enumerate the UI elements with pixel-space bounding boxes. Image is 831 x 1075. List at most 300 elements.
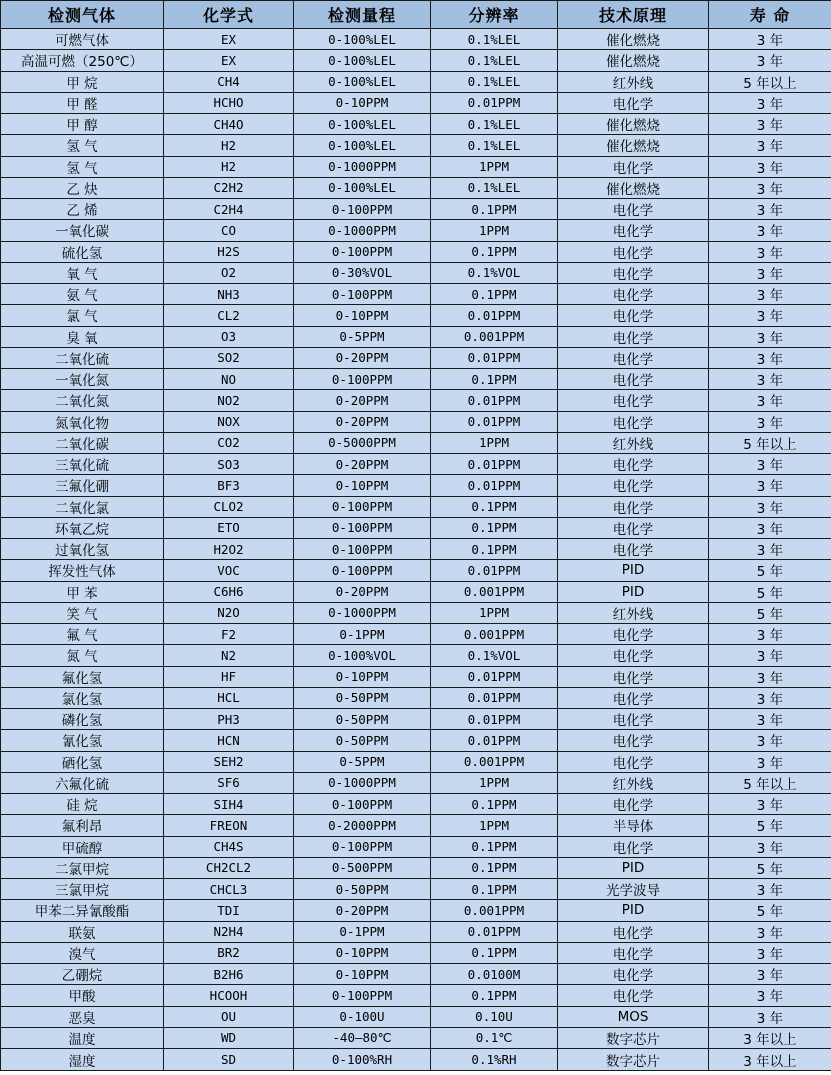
cell-life: 3 年 — [709, 454, 831, 475]
cell-resolution: 0.01PPM — [431, 475, 558, 496]
cell-range: 0-30%VOL — [294, 262, 431, 283]
cell-formula: WD — [164, 1027, 294, 1048]
cell-gas: 三氟化硼 — [1, 475, 164, 496]
cell-formula: H2 — [164, 135, 294, 156]
cell-resolution: 0.1PPM — [431, 369, 558, 390]
cell-gas: 硅 烷 — [1, 794, 164, 815]
cell-life: 3 年 — [709, 220, 831, 241]
table-row — [1, 687, 831, 708]
cell-principle: 电化学 — [558, 156, 709, 177]
cell-principle: 半导体 — [558, 815, 709, 836]
cell-resolution: 0.1PPM — [431, 879, 558, 900]
cell-principle: 电化学 — [558, 454, 709, 475]
cell-range: 0-100U — [294, 1006, 431, 1027]
cell-range: 0-100PPM — [294, 539, 431, 560]
cell-principle: 红外线 — [558, 602, 709, 623]
cell-resolution: 0.1℃ — [431, 1027, 558, 1048]
table-row — [1, 942, 831, 963]
cell-gas: 三氯甲烷 — [1, 879, 164, 900]
cell-gas: 联氨 — [1, 921, 164, 942]
table-row — [1, 241, 831, 262]
table-row — [1, 794, 831, 815]
cell-resolution: 1PPM — [431, 432, 558, 453]
cell-formula: OU — [164, 1006, 294, 1027]
cell-principle: 催化燃烧 — [558, 135, 709, 156]
cell-resolution: 0.1PPM — [431, 199, 558, 220]
cell-formula: H2O2 — [164, 539, 294, 560]
cell-life: 3 年 — [709, 879, 831, 900]
cell-resolution: 1PPM — [431, 156, 558, 177]
cell-range: 0-10PPM — [294, 305, 431, 326]
cell-range: 0-1000PPM — [294, 602, 431, 623]
cell-resolution: 0.001PPM — [431, 751, 558, 772]
cell-gas: 高温可燃（250℃） — [1, 50, 164, 71]
cell-resolution: 0.1PPM — [431, 539, 558, 560]
cell-formula: NOX — [164, 411, 294, 432]
cell-formula: CH2CL2 — [164, 857, 294, 878]
cell-gas: 二氧化碳 — [1, 432, 164, 453]
cell-life: 3 年 — [709, 921, 831, 942]
table-row — [1, 772, 831, 793]
cell-range: 0-100%LEL — [294, 50, 431, 71]
cell-range: 0-5000PPM — [294, 432, 431, 453]
cell-life: 3 年 — [709, 794, 831, 815]
cell-gas: 硒化氢 — [1, 751, 164, 772]
cell-range: 0-100PPM — [294, 369, 431, 390]
table-row — [1, 390, 831, 411]
cell-formula: CH4 — [164, 71, 294, 92]
cell-resolution: 0.01PPM — [431, 921, 558, 942]
cell-formula: VOC — [164, 560, 294, 581]
table-row — [1, 50, 831, 71]
table-row — [1, 900, 831, 921]
cell-range: 0-20PPM — [294, 347, 431, 368]
cell-range: 0-100PPM — [294, 284, 431, 305]
cell-gas: 二氯甲烷 — [1, 857, 164, 878]
table-row — [1, 1027, 831, 1048]
cell-life: 5 年 — [709, 560, 831, 581]
table-row — [1, 560, 831, 581]
table-row — [1, 730, 831, 751]
cell-life: 3 年 — [709, 114, 831, 135]
cell-gas: 恶臭 — [1, 1006, 164, 1027]
cell-formula: EX — [164, 29, 294, 50]
cell-range: 0-100%LEL — [294, 71, 431, 92]
cell-principle: 红外线 — [558, 772, 709, 793]
cell-gas: 氮氧化物 — [1, 411, 164, 432]
cell-gas: 环氧乙烷 — [1, 517, 164, 538]
cell-gas: 甲酸 — [1, 985, 164, 1006]
cell-resolution: 0.1PPM — [431, 794, 558, 815]
cell-range: 0-10PPM — [294, 666, 431, 687]
cell-life: 3 年 — [709, 517, 831, 538]
cell-life: 3 年 — [709, 624, 831, 645]
table-row — [1, 836, 831, 857]
cell-resolution: 0.1%LEL — [431, 71, 558, 92]
cell-resolution: 0.01PPM — [431, 730, 558, 751]
cell-life: 3 年 — [709, 284, 831, 305]
cell-life: 3 年 — [709, 326, 831, 347]
table-row — [1, 857, 831, 878]
cell-life: 3 年 — [709, 199, 831, 220]
cell-formula: BR2 — [164, 942, 294, 963]
cell-life: 3 年 — [709, 347, 831, 368]
cell-principle: 电化学 — [558, 347, 709, 368]
cell-range: 0-1PPM — [294, 624, 431, 645]
table-row — [1, 114, 831, 135]
cell-formula: HF — [164, 666, 294, 687]
cell-principle: PID — [558, 900, 709, 921]
cell-life: 3 年 — [709, 539, 831, 560]
cell-life: 3 年 — [709, 92, 831, 113]
cell-range: 0-20PPM — [294, 390, 431, 411]
cell-principle: 数字芯片 — [558, 1027, 709, 1048]
cell-principle: 电化学 — [558, 751, 709, 772]
cell-life: 5 年以上 — [709, 772, 831, 793]
cell-life: 5 年以上 — [709, 432, 831, 453]
cell-resolution: 0.01PPM — [431, 687, 558, 708]
cell-gas: 氟 气 — [1, 624, 164, 645]
cell-range: -40—80℃ — [294, 1027, 431, 1048]
cell-principle: 电化学 — [558, 942, 709, 963]
cell-resolution: 0.1PPM — [431, 241, 558, 262]
cell-formula: H2 — [164, 156, 294, 177]
column-header-range: 检测量程 — [294, 1, 431, 29]
table-row — [1, 921, 831, 942]
cell-principle: 电化学 — [558, 390, 709, 411]
cell-life: 3 年 — [709, 156, 831, 177]
cell-range: 0-1000PPM — [294, 772, 431, 793]
table-row — [1, 432, 831, 453]
cell-range: 0-100%LEL — [294, 114, 431, 135]
table-row — [1, 177, 831, 198]
cell-resolution: 1PPM — [431, 815, 558, 836]
cell-life: 3 年 — [709, 709, 831, 730]
cell-principle: 电化学 — [558, 985, 709, 1006]
cell-formula: N2O — [164, 602, 294, 623]
cell-principle: 电化学 — [558, 411, 709, 432]
cell-resolution: 0.1PPM — [431, 836, 558, 857]
cell-principle: 电化学 — [558, 964, 709, 985]
cell-principle: MOS — [558, 1006, 709, 1027]
cell-life: 3 年 — [709, 411, 831, 432]
cell-gas: 氢 气 — [1, 135, 164, 156]
header-row — [1, 1, 831, 29]
cell-principle: 电化学 — [558, 539, 709, 560]
cell-range: 0-20PPM — [294, 411, 431, 432]
cell-range: 0-100PPM — [294, 517, 431, 538]
cell-principle: 电化学 — [558, 220, 709, 241]
cell-life: 3 年 — [709, 751, 831, 772]
cell-resolution: 0.001PPM — [431, 581, 558, 602]
column-header-life: 寿 命 — [709, 1, 831, 29]
table-row — [1, 305, 831, 326]
cell-range: 0-2000PPM — [294, 815, 431, 836]
cell-gas: 氯化氢 — [1, 687, 164, 708]
table-row — [1, 29, 831, 50]
cell-range: 0-100%LEL — [294, 29, 431, 50]
cell-range: 0-1000PPM — [294, 220, 431, 241]
cell-life: 3 年 — [709, 666, 831, 687]
cell-resolution: 0.01PPM — [431, 560, 558, 581]
cell-principle: 电化学 — [558, 475, 709, 496]
table-row — [1, 1006, 831, 1027]
cell-resolution: 0.1PPM — [431, 284, 558, 305]
cell-range: 0-20PPM — [294, 581, 431, 602]
cell-resolution: 0.1%VOL — [431, 645, 558, 666]
cell-formula: ETO — [164, 517, 294, 538]
cell-range: 0-10PPM — [294, 92, 431, 113]
cell-principle: PID — [558, 560, 709, 581]
cell-range: 0-5PPM — [294, 751, 431, 772]
cell-gas: 甲 醛 — [1, 92, 164, 113]
column-header-gas: 检测气体 — [1, 1, 164, 29]
column-header-formula: 化学式 — [164, 1, 294, 29]
cell-principle: 电化学 — [558, 199, 709, 220]
table-row — [1, 751, 831, 772]
cell-resolution: 0.1%VOL — [431, 262, 558, 283]
cell-formula: CH4O — [164, 114, 294, 135]
cell-resolution: 0.01PPM — [431, 390, 558, 411]
cell-principle: 数字芯片 — [558, 1049, 709, 1071]
cell-life: 5 年以上 — [709, 71, 831, 92]
table-row — [1, 220, 831, 241]
cell-resolution: 0.1PPM — [431, 496, 558, 517]
cell-principle: 电化学 — [558, 517, 709, 538]
cell-gas: 笑 气 — [1, 602, 164, 623]
cell-range: 0-1PPM — [294, 921, 431, 942]
cell-principle: 电化学 — [558, 241, 709, 262]
cell-gas: 六氟化硫 — [1, 772, 164, 793]
cell-gas: 一氧化碳 — [1, 220, 164, 241]
cell-formula: B2H6 — [164, 964, 294, 985]
table-row — [1, 496, 831, 517]
cell-range: 0-1000PPM — [294, 156, 431, 177]
cell-formula: O3 — [164, 326, 294, 347]
table-row — [1, 411, 831, 432]
cell-resolution: 0.01PPM — [431, 347, 558, 368]
table-row — [1, 262, 831, 283]
cell-principle: 电化学 — [558, 284, 709, 305]
cell-formula: SO2 — [164, 347, 294, 368]
cell-principle: 催化燃烧 — [558, 177, 709, 198]
cell-gas: 甲硫醇 — [1, 836, 164, 857]
cell-gas: 二氧化氮 — [1, 390, 164, 411]
cell-life: 5 年 — [709, 900, 831, 921]
table-row — [1, 199, 831, 220]
cell-resolution: 0.01PPM — [431, 411, 558, 432]
table-row — [1, 964, 831, 985]
cell-gas: 硫化氢 — [1, 241, 164, 262]
cell-life: 3 年 — [709, 29, 831, 50]
cell-resolution: 0.01PPM — [431, 709, 558, 730]
cell-formula: CO — [164, 220, 294, 241]
cell-gas: 一氧化氮 — [1, 369, 164, 390]
cell-resolution: 0.01PPM — [431, 454, 558, 475]
cell-gas: 溴气 — [1, 942, 164, 963]
cell-gas: 可燃气体 — [1, 29, 164, 50]
cell-range: 0-100%VOL — [294, 645, 431, 666]
cell-formula: HCHO — [164, 92, 294, 113]
cell-life: 3 年 — [709, 942, 831, 963]
cell-life: 5 年 — [709, 857, 831, 878]
cell-life: 3 年以上 — [709, 1049, 831, 1071]
table-row — [1, 602, 831, 623]
table-row — [1, 92, 831, 113]
cell-principle: 电化学 — [558, 496, 709, 517]
cell-gas: 湿度 — [1, 1049, 164, 1071]
table-row — [1, 347, 831, 368]
cell-life: 3 年 — [709, 390, 831, 411]
cell-formula: C2H4 — [164, 199, 294, 220]
cell-gas: 甲 苯 — [1, 581, 164, 602]
cell-gas: 二氧化硫 — [1, 347, 164, 368]
cell-principle: 电化学 — [558, 836, 709, 857]
cell-formula: CHCL3 — [164, 879, 294, 900]
column-header-resolution: 分辨率 — [431, 1, 558, 29]
cell-life: 5 年 — [709, 581, 831, 602]
cell-formula: HCN — [164, 730, 294, 751]
cell-range: 0-500PPM — [294, 857, 431, 878]
cell-principle: 电化学 — [558, 730, 709, 751]
cell-range: 0-100%RH — [294, 1049, 431, 1071]
table-row — [1, 1049, 831, 1071]
cell-principle: 电化学 — [558, 262, 709, 283]
cell-resolution: 0.1%LEL — [431, 114, 558, 135]
cell-formula: SO3 — [164, 454, 294, 475]
cell-resolution: 0.001PPM — [431, 326, 558, 347]
table-row — [1, 624, 831, 645]
table-row — [1, 645, 831, 666]
table-row — [1, 815, 831, 836]
cell-range: 0-100PPM — [294, 794, 431, 815]
cell-gas: 温度 — [1, 1027, 164, 1048]
cell-principle: PID — [558, 857, 709, 878]
table-row — [1, 539, 831, 560]
cell-resolution: 0.1PPM — [431, 857, 558, 878]
cell-resolution: 0.001PPM — [431, 624, 558, 645]
table-row — [1, 581, 831, 602]
table-row — [1, 326, 831, 347]
cell-principle: 催化燃烧 — [558, 114, 709, 135]
cell-range: 0-50PPM — [294, 687, 431, 708]
cell-resolution: 0.1%RH — [431, 1049, 558, 1071]
cell-gas: 氯 气 — [1, 305, 164, 326]
table-row — [1, 369, 831, 390]
table-row — [1, 879, 831, 900]
cell-formula: C2H2 — [164, 177, 294, 198]
cell-formula: CL2 — [164, 305, 294, 326]
cell-life: 5 年 — [709, 815, 831, 836]
cell-formula: NO2 — [164, 390, 294, 411]
cell-formula: NH3 — [164, 284, 294, 305]
table-body — [1, 29, 831, 1071]
cell-principle: 电化学 — [558, 92, 709, 113]
cell-principle: 电化学 — [558, 645, 709, 666]
cell-life: 3 年 — [709, 985, 831, 1006]
cell-life: 3 年以上 — [709, 1027, 831, 1048]
cell-range: 0-100PPM — [294, 199, 431, 220]
cell-principle: 电化学 — [558, 624, 709, 645]
cell-life: 3 年 — [709, 241, 831, 262]
cell-range: 0-10PPM — [294, 964, 431, 985]
table-row — [1, 517, 831, 538]
cell-formula: HCOOH — [164, 985, 294, 1006]
cell-formula: O2 — [164, 262, 294, 283]
cell-range: 0-50PPM — [294, 709, 431, 730]
cell-gas: 乙 炔 — [1, 177, 164, 198]
cell-formula: BF3 — [164, 475, 294, 496]
cell-life: 3 年 — [709, 836, 831, 857]
cell-formula: CLO2 — [164, 496, 294, 517]
table-row — [1, 985, 831, 1006]
cell-life: 3 年 — [709, 1006, 831, 1027]
cell-formula: FREON — [164, 815, 294, 836]
cell-range: 0-100PPM — [294, 241, 431, 262]
table-row — [1, 666, 831, 687]
cell-formula: CO2 — [164, 432, 294, 453]
cell-range: 0-100%LEL — [294, 135, 431, 156]
cell-formula: SF6 — [164, 772, 294, 793]
cell-range: 0-20PPM — [294, 454, 431, 475]
cell-gas: 氧 气 — [1, 262, 164, 283]
cell-principle: 电化学 — [558, 709, 709, 730]
cell-gas: 臭 氧 — [1, 326, 164, 347]
cell-resolution: 0.1%LEL — [431, 29, 558, 50]
cell-formula: SEH2 — [164, 751, 294, 772]
cell-resolution: 0.0100M — [431, 964, 558, 985]
cell-resolution: 0.01PPM — [431, 92, 558, 113]
cell-life: 3 年 — [709, 177, 831, 198]
cell-gas: 二氧化氯 — [1, 496, 164, 517]
cell-range: 0-50PPM — [294, 730, 431, 751]
cell-range: 0-20PPM — [294, 900, 431, 921]
cell-gas: 过氧化氢 — [1, 539, 164, 560]
cell-life: 3 年 — [709, 262, 831, 283]
cell-formula: H2S — [164, 241, 294, 262]
cell-formula: SD — [164, 1049, 294, 1071]
cell-life: 3 年 — [709, 964, 831, 985]
cell-formula: TDI — [164, 900, 294, 921]
cell-range: 0-10PPM — [294, 942, 431, 963]
cell-range: 0-5PPM — [294, 326, 431, 347]
cell-gas: 氟化氢 — [1, 666, 164, 687]
table-row — [1, 709, 831, 730]
cell-formula: EX — [164, 50, 294, 71]
cell-life: 3 年 — [709, 645, 831, 666]
cell-gas: 甲 醇 — [1, 114, 164, 135]
cell-life: 5 年 — [709, 602, 831, 623]
cell-resolution: 0.1%LEL — [431, 177, 558, 198]
cell-resolution: 0.01PPM — [431, 305, 558, 326]
cell-gas: 乙 烯 — [1, 199, 164, 220]
cell-resolution: 0.1%LEL — [431, 50, 558, 71]
cell-gas: 磷化氢 — [1, 709, 164, 730]
cell-resolution: 0.1%LEL — [431, 135, 558, 156]
cell-formula: N2 — [164, 645, 294, 666]
cell-principle: 红外线 — [558, 71, 709, 92]
cell-resolution: 1PPM — [431, 602, 558, 623]
cell-life: 3 年 — [709, 135, 831, 156]
cell-life: 3 年 — [709, 369, 831, 390]
cell-resolution: 1PPM — [431, 220, 558, 241]
cell-formula: HCL — [164, 687, 294, 708]
cell-principle: 催化燃烧 — [558, 29, 709, 50]
cell-formula: CH4S — [164, 836, 294, 857]
cell-principle: 电化学 — [558, 369, 709, 390]
cell-principle: 电化学 — [558, 326, 709, 347]
cell-principle: 电化学 — [558, 921, 709, 942]
